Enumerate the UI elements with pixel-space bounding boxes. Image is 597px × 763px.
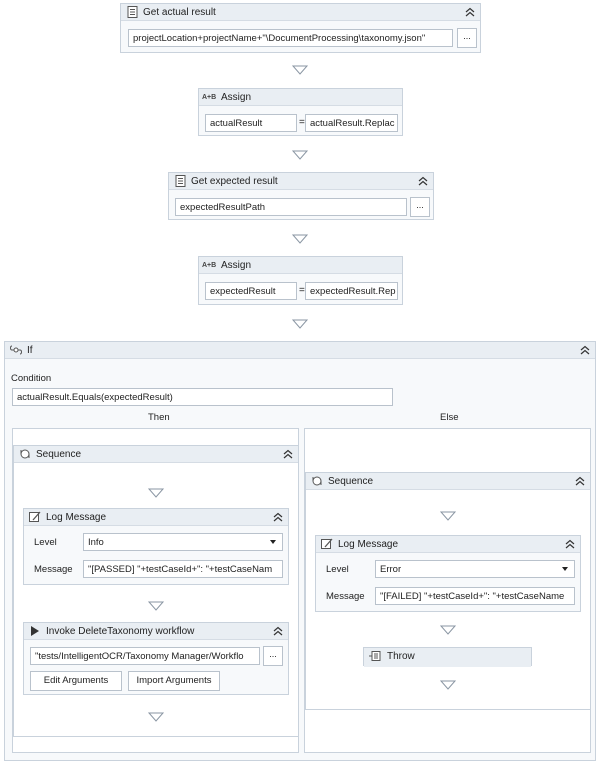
throw-icon (368, 650, 382, 662)
assign-icon: A+B (202, 262, 217, 269)
equals-sign: = (299, 285, 305, 296)
flow-arrow-icon (148, 488, 164, 498)
level-dropdown[interactable] (83, 533, 283, 551)
play-icon (28, 625, 42, 637)
assign-to-input[interactable]: actualResult (205, 114, 297, 132)
browse-button[interactable]: ... (410, 197, 430, 217)
activity-title: If (27, 345, 33, 356)
flow-arrow-icon (148, 712, 164, 722)
browse-button[interactable]: ... (457, 28, 477, 48)
activity-title: Get expected result (191, 176, 278, 187)
else-region[interactable] (304, 428, 591, 753)
condition-input[interactable]: actualResult.Equals(expectedResult) (12, 388, 393, 406)
level-label: Level (34, 537, 57, 548)
message-input[interactable]: "[PASSED] "+testCaseId+": "+testCaseNam (83, 560, 283, 578)
activity-header (316, 536, 580, 553)
activity-title: Log Message (46, 512, 107, 523)
log-message-activity[interactable] (315, 535, 581, 612)
level-label: Level (326, 564, 349, 575)
activity-title: Sequence (36, 449, 82, 460)
activity-header (199, 89, 402, 106)
collapse-icon[interactable] (579, 345, 591, 356)
activity-header (5, 342, 595, 359)
flow-arrow-icon (292, 319, 308, 329)
then-sequence[interactable] (13, 445, 299, 737)
activity-header (14, 446, 298, 463)
message-label: Message (326, 591, 365, 602)
level-value: Error (380, 564, 402, 575)
collapse-icon[interactable] (282, 449, 294, 460)
document-icon (173, 175, 187, 187)
invoke-workflow-activity[interactable] (23, 622, 289, 695)
activity-header (364, 648, 531, 667)
level-dropdown[interactable] (375, 560, 575, 578)
collapse-icon[interactable] (574, 476, 586, 487)
collapse-icon[interactable] (272, 626, 284, 637)
collapse-icon[interactable] (464, 7, 476, 18)
activity-title: Sequence (328, 476, 374, 487)
get-actual-result-activity[interactable] (120, 3, 481, 53)
log-message-icon (320, 538, 334, 550)
activity-header (306, 473, 590, 490)
assign-value-input[interactable]: actualResult.Replac (305, 114, 398, 132)
flow-arrow-icon (292, 150, 308, 160)
browse-button[interactable]: ... (263, 646, 283, 666)
flow-arrow-icon (440, 680, 456, 690)
log-message-activity[interactable] (23, 508, 289, 585)
throw-activity[interactable] (363, 647, 532, 666)
collapse-icon[interactable] (564, 539, 576, 550)
activity-header (121, 4, 480, 21)
sequence-icon (310, 475, 324, 487)
flow-arrow-icon (148, 601, 164, 611)
then-label: Then (148, 412, 170, 423)
collapse-icon[interactable] (417, 176, 429, 187)
workflow-path-input[interactable]: "tests/IntelligentOCR/Taxonomy Manager/Workflo (30, 647, 260, 665)
collapse-icon[interactable] (272, 512, 284, 523)
assign-activity[interactable] (198, 256, 403, 305)
chevron-down-icon (562, 567, 568, 571)
sequence-icon (18, 448, 32, 460)
if-activity[interactable] (4, 341, 596, 761)
flow-arrow-icon (292, 65, 308, 75)
activity-header (24, 623, 288, 640)
get-expected-result-activity[interactable] (168, 172, 434, 220)
level-value: Info (88, 537, 104, 548)
activity-header (24, 509, 288, 526)
file-path-input[interactable]: projectLocation+projectName+"\DocumentProcessing\taxonomy.json" (128, 29, 453, 47)
assign-value-input[interactable]: expectedResult.Rep (305, 282, 398, 300)
activity-title: Invoke DeleteTaxonomy workflow (46, 626, 195, 637)
file-path-input[interactable]: expectedResultPath (175, 198, 407, 216)
flow-arrow-icon (440, 625, 456, 635)
activity-title: Throw (387, 651, 415, 662)
condition-label: Condition (11, 373, 52, 384)
edit-arguments-button[interactable]: Edit Arguments (30, 671, 122, 691)
activity-header (199, 257, 402, 274)
message-label: Message (34, 564, 73, 575)
else-label: Else (440, 412, 459, 423)
flow-arrow-icon (440, 511, 456, 521)
import-arguments-button[interactable]: Import Arguments (128, 671, 220, 691)
activity-title: Assign (221, 260, 252, 271)
activity-header (169, 173, 433, 190)
activity-title: Assign (221, 92, 252, 103)
activity-title: Get actual result (143, 7, 216, 18)
if-icon (9, 344, 23, 356)
else-sequence[interactable] (305, 472, 591, 710)
flow-arrow-icon (292, 234, 308, 244)
assign-activity[interactable] (198, 88, 403, 136)
document-icon (125, 6, 139, 18)
equals-sign: = (299, 117, 305, 128)
assign-to-input[interactable]: expectedResult (205, 282, 297, 300)
then-region[interactable] (12, 428, 299, 753)
assign-icon: A+B (202, 94, 217, 101)
log-message-icon (28, 511, 42, 523)
activity-title: Log Message (338, 539, 399, 550)
message-input[interactable]: "[FAILED] "+testCaseId+": "+testCaseName (375, 587, 575, 605)
chevron-down-icon (270, 540, 276, 544)
